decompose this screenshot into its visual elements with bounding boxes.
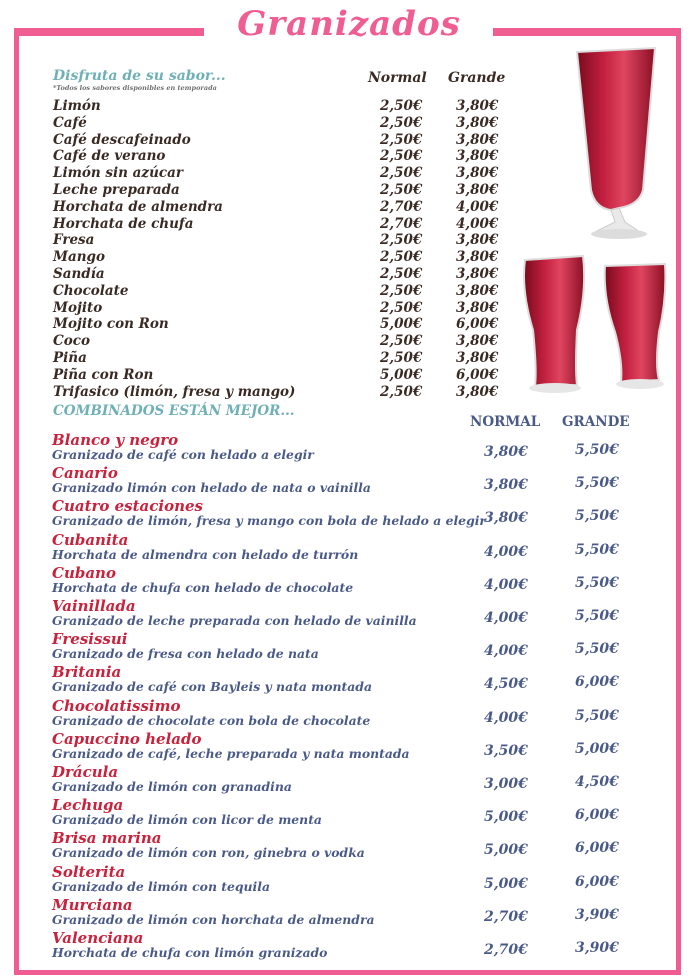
combinado-name: Lechuga	[52, 796, 124, 815]
combinado-name: Chocolatissimo	[52, 696, 181, 715]
granizado-price-grande: 3,80€	[456, 383, 499, 400]
granizado-price-grande: 3,80€	[456, 299, 499, 316]
combinado-description: Granizado de limón con tequila	[52, 878, 270, 894]
granizado-price-grande: 3,80€	[456, 266, 499, 282]
granizado-name: Café	[53, 114, 87, 131]
section2-heading: COMBINADOS ESTÁN MEJOR...	[53, 403, 295, 419]
combinado-name: Fresissui	[52, 630, 128, 649]
combinado-price-grande: 6,00€	[575, 840, 619, 857]
granizado-name: Horchata de chufa	[53, 215, 194, 232]
title-bar-right	[493, 28, 681, 36]
granizado-glasses-photo	[515, 40, 675, 400]
granizado-price-normal: 2,70€	[380, 215, 423, 232]
granizado-price-grande: 3,80€	[456, 350, 499, 366]
combinado-name: Cuatro estaciones	[52, 497, 203, 516]
granizado-price-normal: 2,50€	[380, 165, 423, 182]
combinado-price-grande: 3,90€	[575, 940, 619, 956]
combinado-description: Granizado de chocolate con bola de chocolate	[52, 712, 371, 728]
combinado-price-normal: 5,00€	[484, 842, 528, 859]
combinado-price-grande: 4,50€	[575, 774, 619, 790]
combinado-price-grande: 5,50€	[575, 508, 619, 525]
combinado-price-grande: 6,00€	[575, 873, 619, 890]
combinado-price-grande: 5,50€	[575, 707, 619, 724]
combinado-price-normal: 4,00€	[484, 576, 528, 593]
granizado-price-grande: 3,80€	[456, 282, 499, 299]
combinado-description: Granizado de fresa con helado de nata	[52, 646, 319, 662]
granizado-price-grande: 3,80€	[456, 165, 499, 182]
page-title: Granizados	[237, 4, 461, 44]
granizado-name: Mango	[53, 249, 105, 266]
combinado-price-normal: 2,70€	[484, 908, 528, 925]
granizado-price-normal: 2,50€	[380, 333, 423, 350]
granizado-name: Piña con Ron	[53, 366, 154, 383]
combinado-description: Granizado de limón con licor de menta	[52, 812, 322, 828]
section1-note: *Todos los sabores disponibles en temporada	[53, 84, 217, 92]
combinado-price-normal: 4,00€	[484, 543, 528, 560]
combinado-name: Britania	[52, 663, 122, 682]
combinado-price-grande: 6,00€	[575, 807, 619, 824]
combinado-name: Brisa marina	[52, 829, 162, 848]
combinado-price-normal: 4,00€	[484, 643, 528, 660]
combinado-description: Granizado limón con helado de nata o vainilla	[52, 480, 371, 496]
combinado-price-normal: 4,00€	[484, 709, 528, 726]
granizado-price-grande: 3,80€	[456, 333, 499, 350]
granizado-price-normal: 2,50€	[380, 282, 423, 299]
combinado-description: Horchata de chufa con limón granizado	[52, 945, 328, 960]
granizado-name: Piña	[53, 350, 87, 366]
combinado-price-normal: 3,00€	[484, 776, 528, 792]
granizado-price-normal: 2,70€	[380, 198, 423, 215]
granizado-name: Mojito con Ron	[53, 316, 169, 333]
granizado-price-normal: 5,00€	[380, 366, 423, 383]
granizado-price-grande: 3,80€	[456, 232, 499, 249]
granizado-name: Fresa	[53, 232, 95, 249]
combinado-price-grande: 5,50€	[575, 475, 619, 492]
combinado-price-normal: 3,80€	[484, 477, 528, 494]
combinado-price-grande: 6,00€	[575, 674, 619, 691]
granizado-price-normal: 2,50€	[380, 131, 423, 148]
combinado-name: Blanco y negro	[52, 431, 179, 449]
granizado-name: Chocolate	[53, 282, 129, 299]
granizado-price-grande: 3,80€	[456, 114, 499, 131]
combinado-description: Horchata de almendra con helado de turrón	[52, 546, 359, 562]
combinado-name: Canario	[52, 464, 118, 483]
granizado-price-normal: 2,50€	[380, 232, 423, 249]
granizado-name: Limón	[53, 98, 101, 114]
col2-normal-header: NORMAL	[470, 414, 541, 430]
section1-heading: Disfruta de su sabor...	[53, 68, 226, 84]
granizado-name: Mojito	[53, 299, 103, 316]
col-normal-header: Normal	[368, 70, 427, 86]
combinado-price-normal: 3,80€	[484, 510, 528, 527]
combinado-name: Cubano	[52, 563, 116, 582]
granizado-name: Coco	[53, 333, 90, 350]
granizado-price-normal: 2,50€	[380, 383, 423, 400]
combinado-price-grande: 3,90€	[575, 906, 619, 923]
granizado-price-grande: 3,80€	[456, 148, 499, 165]
combinado-description: Granizado de leche preparada con helado de vainilla	[52, 613, 417, 628]
granizado-name: Café descafeinado	[53, 131, 191, 148]
granizado-name: Trifasico (limón, fresa y mango)	[53, 383, 296, 400]
combinado-price-normal: 4,00€	[484, 610, 528, 626]
col2-grande-header: GRANDE	[562, 414, 630, 430]
granizado-price-grande: 4,00€	[456, 198, 499, 215]
combinado-description: Granizado de café con Bayleis y nata montada	[52, 679, 372, 695]
combinado-price-grande: 5,50€	[575, 541, 619, 558]
granizado-price-normal: 2,50€	[380, 98, 423, 114]
combinado-name: Cubanita	[52, 530, 129, 549]
granizado-price-normal: 2,50€	[380, 350, 423, 366]
granizado-price-grande: 3,80€	[456, 249, 499, 266]
combinado-description: Granizado de café con helado a elegir	[52, 447, 314, 462]
combinado-name: Valenciana	[52, 929, 144, 947]
combinado-name: Solterita	[52, 862, 126, 881]
combinado-price-grande: 5,00€	[575, 740, 619, 757]
combinado-name: Murciana	[52, 895, 133, 914]
combinado-name: Vainillada	[52, 597, 136, 615]
combinado-description: Granizado de limón con granadina	[52, 779, 292, 794]
granizado-price-normal: 2,50€	[380, 114, 423, 131]
granizado-price-normal: 2,50€	[380, 249, 423, 266]
granizado-name: Limón sin azúcar	[53, 165, 183, 182]
combinado-description: Granizado de limón con ron, ginebra o vodka	[52, 845, 365, 861]
granizado-price-grande: 3,80€	[456, 182, 499, 198]
granizado-price-grande: 6,00€	[456, 366, 499, 383]
granizado-price-normal: 2,50€	[380, 299, 423, 316]
granizado-price-grande: 4,00€	[456, 215, 499, 232]
combinado-price-grande: 5,50€	[575, 574, 619, 591]
granizado-price-grande: 6,00€	[456, 316, 499, 333]
granizado-price-normal: 5,00€	[380, 316, 423, 333]
col-grande-header: Grande	[448, 70, 506, 86]
granizado-price-grande: 3,80€	[456, 131, 499, 148]
combinado-price-normal: 3,50€	[484, 742, 528, 759]
combinado-price-normal: 3,80€	[484, 444, 528, 460]
combinado-price-normal: 4,50€	[484, 676, 528, 693]
title-bar-left	[14, 28, 204, 36]
combinado-description: Granizado de café, leche preparada y nata montada	[52, 745, 410, 761]
combinado-price-normal: 5,00€	[484, 809, 528, 826]
combinado-price-grande: 5,50€	[575, 608, 619, 624]
granizado-price-grande: 3,80€	[456, 98, 499, 114]
combinado-description: Horchata de chufa con helado de chocolate	[52, 579, 354, 595]
combinado-name: Drácula	[52, 763, 119, 781]
granizado-name: Leche preparada	[53, 182, 180, 198]
combinado-description: Granizado de limón con horchata de almendra	[52, 911, 375, 927]
granizado-price-normal: 2,50€	[380, 182, 423, 198]
granizado-name: Horchata de almendra	[53, 198, 223, 215]
combinado-price-normal: 5,00€	[484, 875, 528, 892]
granizado-price-normal: 2,50€	[380, 148, 423, 165]
granizado-name: Café de verano	[53, 148, 166, 165]
granizado-name: Sandía	[53, 266, 105, 282]
combinado-price-normal: 2,70€	[484, 942, 528, 958]
combinado-price-grande: 5,50€	[575, 641, 619, 658]
granizado-price-normal: 2,50€	[380, 266, 423, 282]
combinado-price-grande: 5,50€	[575, 442, 619, 458]
combinado-name: Capuccino helado	[52, 729, 202, 748]
combinado-description: Granizado de limón, fresa y mango con bola de helado a elegir	[52, 513, 486, 529]
